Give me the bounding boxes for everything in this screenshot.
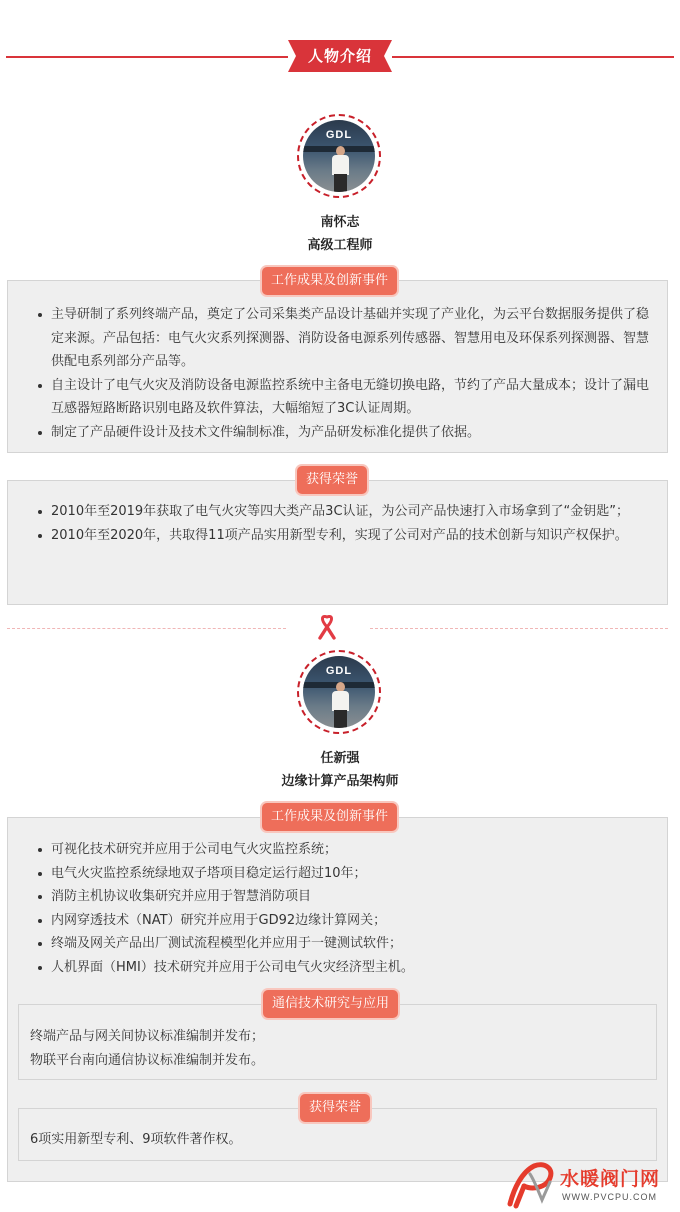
comm-line: 物联平台南向通信协议标准编制并发布。 [30,1052,265,1068]
list-item: 自主设计了电气火灾及消防设备电源监控系统中主备电无缝切换电路，节约了产品大量成本；设计了漏电互感器短路断路识别电路及软件算法，大幅缩短了3C认证周期。 [8,374,667,421]
list-item: 2010年至2020年，共取得11项产品实用新型专利，实现了公司对产品的技术创新与知识产权保护。 [8,524,667,548]
avatar-photo [303,120,375,192]
achievements-label: 工作成果及创新事件 [262,803,397,831]
watermark-url: WWW.PVCPU.COM [562,1192,657,1202]
honors-text: 6项实用新型专利、9项软件著作权。 [30,1132,242,1147]
achievements-list [8,303,667,444]
list-item: 终端及网关产品出厂测试流程模型化并应用于一键测试软件； [8,932,667,956]
section-title-badge [288,40,392,72]
achievements-label: 工作成果及创新事件 [262,267,397,295]
divider-left [7,628,286,629]
list-item: 消防主机协议收集研究并应用于智慧消防项目 [8,885,667,909]
watermark [498,1160,680,1212]
header-line-left [6,56,288,58]
watermark-name: 水暖阀门网 [560,1168,661,1190]
list-item: 制定了产品硬件设计及技术文件编制标准，为产品研发标准化提供了依据。 [8,421,667,445]
avatar-person-1 [297,114,381,198]
list-item: 2010年至2019年获取了电气火灾等四大类产品3C认证，为公司产品快速打入市场拿到了“金钥匙”； [8,500,667,524]
list-item: 主导研制了系列终端产品，奠定了公司采集类产品设计基础并实现了产业化，为云平台数据服务提供了稳定来源。产品包括：电气火灾系列探测器、消防设备电源系列传感器、智慧用电及环保系列探测器、智慧供配电系列部分产品等。 [8,303,667,374]
avatar-photo [303,656,375,728]
list-item: 电气火灾监控系统绿地双子塔项目稳定运行超过10年； [8,862,667,886]
list-item: 可视化技术研究并应用于公司电气火灾监控系统； [8,838,667,862]
person-name: 任新强 [320,751,360,766]
list-item: 内网穿透技术（NAT）研究并应用于GD92边缘计算网关； [8,909,667,933]
avatar-photo-logo: GDL [325,665,353,677]
achievements-list [8,838,667,979]
section-title: 人物介绍 [307,47,372,65]
comm-line: 终端产品与网关间协议标准编制并发布； [30,1029,265,1044]
comm-label: 通信技术研究与应用 [263,990,398,1018]
honors-list [8,500,667,547]
avatar-person-2 [297,650,381,734]
ribbon-icon [316,614,338,640]
divider-right [370,628,668,629]
achievements-box [7,280,668,453]
honors-label: 获得荣誉 [300,1094,370,1122]
honors-label: 获得荣誉 [297,466,367,494]
header-line-right [392,56,674,58]
honors-box [7,480,668,605]
list-item: 人机界面（HMI）技术研究并应用于公司电气火灾经济型主机。 [8,956,667,980]
watermark-logo-icon [504,1160,558,1210]
person-title: 高级工程师 [307,238,373,253]
person-title: 边缘计算产品架构师 [281,774,399,789]
person-name: 南怀志 [320,215,360,230]
avatar-photo-logo: GDL [325,129,353,141]
